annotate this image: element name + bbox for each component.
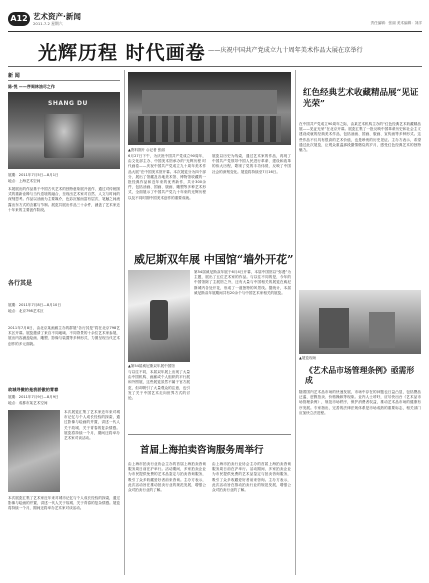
- red-classic-headline: 红色经典艺术收藏精品展“见证光荣”: [303, 88, 419, 109]
- item2-body: 2011年7月8日，由北京某画廊主办的群展“各行其是”将在北京798艺术区开幕。展览邀请了来自不同地域、不同背景的十余位艺术家参展，展出内容涵盖绘画、雕塑、影像与装置等多种形式，力图呈现当代艺术创作的多元面貌。: [8, 326, 120, 346]
- item3-meta1: 展期：2011年7月9日—8月9日: [8, 395, 59, 399]
- item3-title: 故城寻微的是我骄傲的青春: [8, 387, 59, 392]
- auction-body-left: 由上海市拍卖行业协会主办的首届上海拍卖咨询服务周日前在沪举行。活动期间，多家拍卖企业为市民提供免费的艺术品鉴定与拍卖咨询服务，吸引了众多收藏爱好者前来咨询。主办方表示，此次活动旨在推动拍卖行业的规范发展，增强公众对拍卖行业的了解。: [128, 462, 206, 493]
- center-body-1: 6月27日下午，为庆祝中国共产党成立90周年，由文化部主办、中国美术馆承办的“光辉历程 时代画卷——庆祝中国共产党成立九十周年美术作品大展”在中国美术馆开幕。本次展览分为四个部分，展出了馆藏及各地美术馆、博物馆收藏的一批经典作品和近年来的优秀新作，共计300余件，包括油画、国画、版画、雕塑等多种艺术形式，全面展示了中国共产党九十年来的光辉历程以及不同时期中国美术创作的重要成就。: [128, 154, 206, 200]
- auction-headline: 首届上海拍卖咨询服务周举行: [140, 445, 264, 456]
- edition-info: 责任编辑：张丽 美术编辑：刘洋: [370, 21, 422, 25]
- market-body: 随着国内艺术品市场的快速发展，市场中存在的问题也日益凸显，包括赝品泛滥、虚假拍卖、价格操纵等现象。业内人士呼吁，应尽快出台《艺术品市场管理条例》，规范市场秩序，保护消费者权益，推动艺术品市场的健康有序发展。专家指出，完善的法律法规体系是市场成熟的重要标志，相关部门应加快立法进程。: [299, 390, 421, 415]
- center-section: [128, 70, 294, 575]
- item2-meta2: 地点：北京798艺术区: [8, 309, 44, 313]
- main-event-photo: [128, 72, 291, 145]
- page-header: [8, 6, 422, 30]
- center-body-2: 展览以历史为线索，通过艺术家的作品，再现了中国共产党领导中国人民进行革命、建设和改革的伟大历程，歌颂了党的丰功伟绩，反映了中国社会的深刻变化。展览将持续至7月16日。: [212, 154, 291, 174]
- item1-body: 本展展出的作品基于中国古代艺术的独特意象展开创作，通过对传统图式的重新诠释与当代语境的融合，呈现出艺术家对自然、人文与时间的深刻思考。作品以油画为主要媒介，色彩沉郁而富有层次，笔触之间流露出东方式的含蓄与节制。展览共展出作品三十余件，涵盖了艺术家近十年来的主要创作阶段。: [8, 187, 120, 212]
- headline-rule: [8, 66, 422, 67]
- item3-meta2: 地点：成都市某艺术空间: [8, 401, 48, 405]
- center-rule: [128, 434, 291, 435]
- exhibition-photo: [8, 92, 120, 169]
- item1-meta2: 地点：上海艺术空间: [8, 179, 41, 183]
- venice-photo-caption: ▲第54届威尼斯双年展中国馆: [128, 364, 175, 368]
- sub-headline: ——庆祝中国共产党成立九十周年美术作品大展在京举行: [208, 47, 363, 54]
- kicker-rule: [8, 80, 120, 81]
- venice-photo: [128, 270, 190, 362]
- right-column: [299, 70, 421, 575]
- item2-meta1: 展期：2011年7月8日—8月10日: [8, 303, 61, 307]
- main-headline: 光辉历程 时代画卷: [38, 42, 206, 64]
- main-photo-caption: ▲资料图片 ◎记者 张丽: [128, 148, 165, 152]
- site-photo-caption: ▲展览现场: [299, 356, 317, 360]
- venice-headline: 威尼斯双年展 中国馆“墙外开花”: [134, 253, 294, 266]
- exhibition-site-photo: [299, 290, 421, 354]
- item1-title: 陈·悦 ——序周林油尽之作: [8, 84, 55, 89]
- venice-body-left: 与以往不同，本届双年展上出现了大量由中国机构、画廊或个人组织的平行展和外围展，这些展览虽然不属于官方展览，但却吸引了大量观众的注意，也引发了关于中国艺术走向世界方式的讨论。: [128, 370, 190, 401]
- auction-body-right: 由上海市拍卖行业协会主办的首届上海拍卖咨询服务周日前在沪举行。活动期间，多家拍卖企业为市民提供免费的艺术品鉴定与拍卖咨询服务，吸引了众多收藏爱好者前来咨询。主办方表示，此次活动旨在推动拍卖行业的规范发展，增强公众对拍卖行业的了解。: [212, 462, 291, 493]
- item1-meta1: 展期：2011年7月5日—8月1日: [8, 173, 59, 177]
- item3-body: 本次展览汇集了艺术家近年来对城市记忆与个人成长经验的探索，通过影像与绘画的并置，讲述一代人关于故城、关于青春的复杂情感。展览将持续一个月，期间还将举办艺术家对谈活动。: [64, 410, 120, 441]
- right-divider: [295, 70, 296, 575]
- news-kicker: 新 闻: [8, 73, 20, 79]
- item2-title: 各行其是: [8, 280, 33, 287]
- market-headline: 《艺术品市场管理条例》亟需形成: [305, 366, 415, 385]
- photo-banner-text: SHANG DU: [48, 100, 88, 107]
- red-classic-body: 在中国共产党成立90周年之际，由某艺术机构主办的“红色经典艺术收藏精品展——见证光荣”在北京开幕。展览汇集了一批反映中国革命历史和社会主义建设成就的经典美术作品，包括油画、国画、版画、宣传画等多种形式。这些作品不仅具有很高的艺术价值，也是珍贵的历史见证。主办方表示，希望通过此次展览，让观众重温那段激情燃烧的岁月，感受红色经典艺术的独特魅力。: [299, 122, 421, 153]
- item3-body-cont: 本次展览汇集了艺术家近年来对城市记忆与个人成长经验的探索，通过影像与绘画的并置，讲述一代人关于故城、关于青春的复杂情感。展览将持续一个月，期间还将举办艺术家对谈活动。: [8, 496, 120, 511]
- header-rule: [8, 31, 422, 32]
- venice-body: 第54届威尼斯双年展于6月4日开幕，本届中国馆以“弥漫”为主题，展出了五位艺术家的作品。与以往不同的是，今年的中国馆除了主展馆之外，还有大量与中国相关的展览在威尼斯城内各处开花，形成了一道独特的风景线。据统计，本届威尼斯双年展期间共有20余个与中国艺术家相关的展览。: [194, 270, 291, 295]
- left-column: [8, 70, 120, 575]
- book-cover-photo: [8, 410, 60, 492]
- section-title: 艺术资产·新闻: [33, 12, 81, 21]
- left-divider: [124, 70, 125, 575]
- date-line: 2011.7.2 星期六: [33, 21, 63, 26]
- page-badge: A12: [8, 12, 30, 26]
